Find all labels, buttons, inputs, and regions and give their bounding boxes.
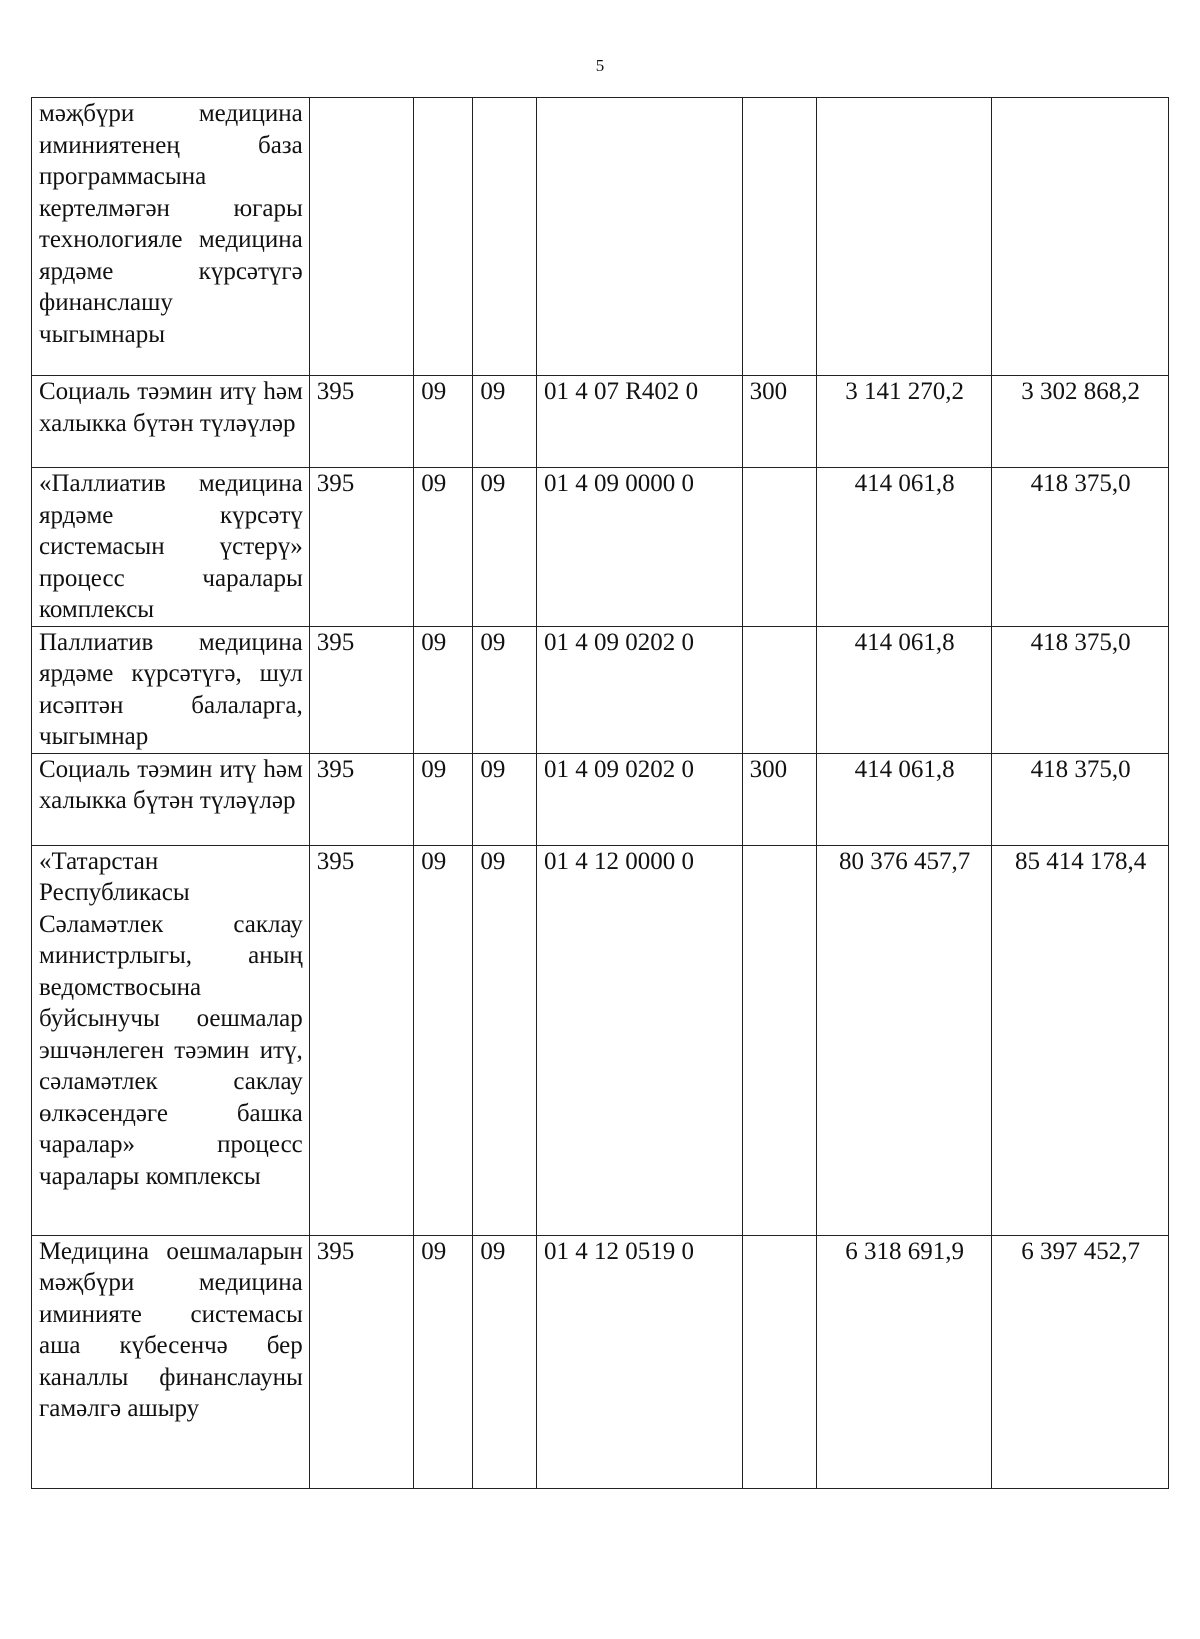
amount-year-1-cell: 80 376 457,7: [816, 845, 992, 1235]
target-article-cell: 01 4 09 0000 0: [536, 468, 742, 627]
table-row: [32, 98, 1169, 376]
ministry-code-cell: 395: [309, 468, 413, 627]
amount-year-1-cell: 3 141 270,2: [816, 376, 992, 468]
amount-year-1-cell: 414 061,8: [816, 626, 992, 753]
target-article-cell: [536, 98, 742, 376]
expense-type-cell: [742, 626, 816, 753]
amount-year-2-cell: 85 414 178,4: [992, 845, 1169, 1235]
amount-year-2-cell: 6 397 452,7: [992, 1235, 1169, 1488]
section-code-cell: 09: [414, 1235, 473, 1488]
page-number: 5: [595, 56, 605, 75]
subsection-code-cell: 09: [473, 376, 537, 468]
section-code-cell: 09: [414, 626, 473, 753]
description-cell: «Паллиатив медицина ярдәме күрсәтү системасын үстерү» процесс чаралары комплексы: [32, 468, 310, 627]
section-code-cell: [414, 98, 473, 376]
amount-year-1-cell: 414 061,8: [816, 468, 992, 627]
description-cell: мәҗбүри медицина иминиятенең база программасына кертелмәгән югары технологияле медицина ярдәме күрсәтүгә финанслашу чыгымнары: [32, 98, 310, 376]
target-article-cell: 01 4 12 0000 0: [536, 845, 742, 1235]
expense-type-cell: [742, 468, 816, 627]
ministry-code-cell: 395: [309, 845, 413, 1235]
expense-type-cell: 300: [742, 753, 816, 845]
subsection-code-cell: [473, 98, 537, 376]
ministry-code-cell: [309, 98, 413, 376]
target-article-cell: 01 4 09 0202 0: [536, 626, 742, 753]
description-cell: «Татарстан Республикасы Сәламәтлек саклау министрлыгы, аның ведомствосына буйсынучы оешмалар эшчәнлеген тәэмин итү, сәламәтлек саклау өлкәсендәге башка чаралар» процесс чаралары комплексы: [32, 845, 310, 1235]
subsection-code-cell: 09: [473, 753, 537, 845]
subsection-code-cell: 09: [473, 468, 537, 627]
amount-year-1-cell: 414 061,8: [816, 753, 992, 845]
table-row: [32, 845, 1169, 1235]
expense-type-cell: [742, 845, 816, 1235]
budget-table: [31, 97, 1169, 1489]
expense-type-cell: 300: [742, 376, 816, 468]
ministry-code-cell: 395: [309, 753, 413, 845]
expense-type-cell: [742, 98, 816, 376]
subsection-code-cell: 09: [473, 626, 537, 753]
target-article-cell: 01 4 09 0202 0: [536, 753, 742, 845]
target-article-cell: 01 4 07 R402 0: [536, 376, 742, 468]
table-row: [32, 626, 1169, 753]
expense-type-cell: [742, 1235, 816, 1488]
amount-year-2-cell: 418 375,0: [992, 753, 1169, 845]
table-row: [32, 1235, 1169, 1488]
amount-year-1-cell: [816, 98, 992, 376]
ministry-code-cell: 395: [309, 376, 413, 468]
subsection-code-cell: 09: [473, 845, 537, 1235]
target-article-cell: 01 4 12 0519 0: [536, 1235, 742, 1488]
section-code-cell: 09: [414, 468, 473, 627]
description-cell: Паллиатив медицина ярдәме күрсәтүгә, шул исәптән балаларга, чыгымнар: [32, 626, 310, 753]
section-code-cell: 09: [414, 753, 473, 845]
table-row: [32, 376, 1169, 468]
table-row: [32, 753, 1169, 845]
description-cell: Социаль тәэмин итү һәм халыкка бүтән түләүләр: [32, 753, 310, 845]
section-code-cell: 09: [414, 376, 473, 468]
ministry-code-cell: 395: [309, 626, 413, 753]
amount-year-2-cell: [992, 98, 1169, 376]
amount-year-2-cell: 418 375,0: [992, 468, 1169, 627]
section-code-cell: 09: [414, 845, 473, 1235]
amount-year-1-cell: 6 318 691,9: [816, 1235, 992, 1488]
ministry-code-cell: 395: [309, 1235, 413, 1488]
amount-year-2-cell: 418 375,0: [992, 626, 1169, 753]
subsection-code-cell: 09: [473, 1235, 537, 1488]
description-cell: Социаль тәэмин итү һәм халыкка бүтән түләүләр: [32, 376, 310, 468]
amount-year-2-cell: 3 302 868,2: [992, 376, 1169, 468]
description-cell: Медицина оешмаларын мәҗбүри медицина иминияте системасы аша күбесенчә бер каналлы финанслауны гамәлгә ашыру: [32, 1235, 310, 1488]
table-row: [32, 468, 1169, 627]
